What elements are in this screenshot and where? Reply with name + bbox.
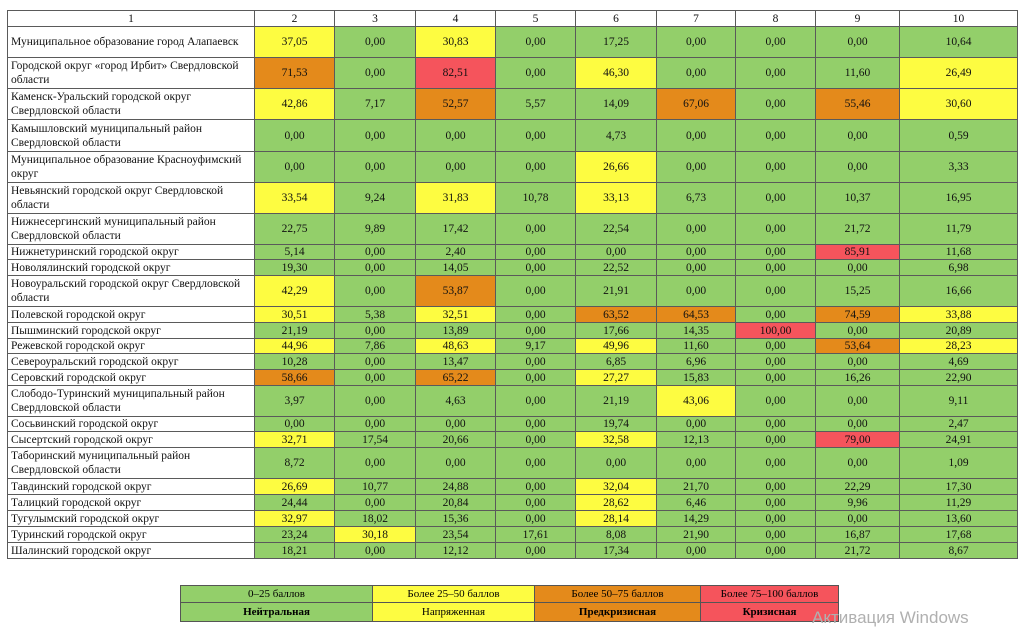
table-row bbox=[8, 354, 1018, 370]
score-cell: 0,00 bbox=[496, 511, 576, 527]
legend-range: Более 75–100 баллов bbox=[701, 586, 839, 603]
score-cell: 64,53 bbox=[657, 307, 736, 323]
column-header: 2 bbox=[255, 11, 335, 27]
score-cell: 17,34 bbox=[576, 543, 657, 559]
municipality-name: Муниципальное образование Красноуфимский округ bbox=[8, 152, 255, 183]
score-cell: 19,74 bbox=[576, 417, 657, 432]
score-cell: 0,00 bbox=[736, 432, 816, 448]
score-cell: 53,87 bbox=[416, 276, 496, 307]
score-cell: 17,61 bbox=[496, 527, 576, 543]
municipality-name: Камышловский муниципальный район Свердловской области bbox=[8, 120, 255, 152]
score-cell: 11,68 bbox=[900, 245, 1018, 260]
score-cell: 0,00 bbox=[736, 214, 816, 245]
score-cell: 0,00 bbox=[736, 120, 816, 152]
score-cell: 22,75 bbox=[255, 214, 335, 245]
score-cell: 21,91 bbox=[576, 276, 657, 307]
municipality-name: Туринский городской округ bbox=[8, 527, 255, 543]
score-cell: 0,00 bbox=[255, 120, 335, 152]
score-cell: 0,00 bbox=[496, 214, 576, 245]
municipality-name: Тугулымский городской округ bbox=[8, 511, 255, 527]
municipality-name: Новолялинский городской округ bbox=[8, 260, 255, 276]
score-cell: 17,68 bbox=[900, 527, 1018, 543]
municipality-name: Серовский городской округ bbox=[8, 370, 255, 386]
table-row bbox=[8, 260, 1018, 276]
score-cell: 0,00 bbox=[496, 276, 576, 307]
table-row bbox=[8, 245, 1018, 260]
score-cell: 0,00 bbox=[496, 323, 576, 339]
score-cell: 17,54 bbox=[335, 432, 416, 448]
score-cell: 43,06 bbox=[657, 386, 736, 417]
score-cell: 16,66 bbox=[900, 276, 1018, 307]
score-cell: 21,19 bbox=[255, 323, 335, 339]
table-row bbox=[8, 527, 1018, 543]
column-header: 3 bbox=[335, 11, 416, 27]
score-cell: 0,00 bbox=[736, 27, 816, 58]
score-cell: 2,47 bbox=[900, 417, 1018, 432]
score-cell: 10,37 bbox=[816, 183, 900, 214]
score-cell: 10,77 bbox=[335, 479, 416, 495]
score-cell: 16,95 bbox=[900, 183, 1018, 214]
header-row bbox=[8, 11, 1018, 27]
municipality-name: Нижнетуринский городской округ bbox=[8, 245, 255, 260]
municipality-name: Нижнесергинский муниципальный район Свердловской области bbox=[8, 214, 255, 245]
table-row bbox=[8, 417, 1018, 432]
score-cell: 18,02 bbox=[335, 511, 416, 527]
score-cell: 5,38 bbox=[335, 307, 416, 323]
score-cell: 48,63 bbox=[416, 339, 496, 354]
score-cell: 12,13 bbox=[657, 432, 736, 448]
score-cell: 0,00 bbox=[496, 354, 576, 370]
score-cell: 18,21 bbox=[255, 543, 335, 559]
score-cell: 0,00 bbox=[816, 511, 900, 527]
table-row bbox=[8, 370, 1018, 386]
score-cell: 0,00 bbox=[736, 448, 816, 479]
legend-range: Более 25–50 баллов bbox=[373, 586, 535, 603]
score-cell: 22,29 bbox=[816, 479, 900, 495]
score-cell: 33,88 bbox=[900, 307, 1018, 323]
score-cell: 7,17 bbox=[335, 89, 416, 120]
score-cell: 0,00 bbox=[496, 307, 576, 323]
score-cell: 32,97 bbox=[255, 511, 335, 527]
table-row bbox=[8, 339, 1018, 354]
score-cell: 33,54 bbox=[255, 183, 335, 214]
legend-table bbox=[180, 585, 839, 622]
score-cell: 6,73 bbox=[657, 183, 736, 214]
score-cell: 11,60 bbox=[816, 58, 900, 89]
municipality-name: Новоуральский городской округ Свердловской области bbox=[8, 276, 255, 307]
score-cell: 53,64 bbox=[816, 339, 900, 354]
score-cell: 0,00 bbox=[496, 58, 576, 89]
score-cell: 33,13 bbox=[576, 183, 657, 214]
score-cell: 30,60 bbox=[900, 89, 1018, 120]
legend-state: Нейтральная bbox=[181, 603, 373, 622]
score-cell: 26,69 bbox=[255, 479, 335, 495]
score-cell: 0,00 bbox=[335, 448, 416, 479]
column-header: 5 bbox=[496, 11, 576, 27]
score-cell: 28,62 bbox=[576, 495, 657, 511]
score-cell: 42,86 bbox=[255, 89, 335, 120]
score-cell: 16,26 bbox=[816, 370, 900, 386]
score-cell: 0,00 bbox=[496, 370, 576, 386]
score-cell: 0,00 bbox=[657, 276, 736, 307]
score-cell: 6,85 bbox=[576, 354, 657, 370]
column-header: 6 bbox=[576, 11, 657, 27]
score-cell: 0,00 bbox=[736, 183, 816, 214]
score-cell: 0,00 bbox=[496, 495, 576, 511]
score-cell: 0,00 bbox=[736, 386, 816, 417]
score-cell: 0,00 bbox=[736, 260, 816, 276]
score-cell: 0,00 bbox=[736, 339, 816, 354]
municipality-name: Шалинский городской округ bbox=[8, 543, 255, 559]
legend-state: Предкризисная bbox=[535, 603, 701, 622]
score-cell: 32,04 bbox=[576, 479, 657, 495]
score-cell: 0,00 bbox=[736, 152, 816, 183]
score-cell: 17,42 bbox=[416, 214, 496, 245]
score-cell: 0,00 bbox=[335, 152, 416, 183]
score-cell: 9,17 bbox=[496, 339, 576, 354]
score-cell: 23,54 bbox=[416, 527, 496, 543]
score-cell: 0,00 bbox=[816, 417, 900, 432]
score-cell: 15,36 bbox=[416, 511, 496, 527]
score-cell: 0,00 bbox=[496, 448, 576, 479]
municipality-name: Городской округ «город Ирбит» Свердловской области bbox=[8, 58, 255, 89]
score-cell: 100,00 bbox=[736, 323, 816, 339]
legend-range: Более 50–75 баллов bbox=[535, 586, 701, 603]
score-cell: 0,00 bbox=[335, 27, 416, 58]
score-cell: 0,00 bbox=[496, 543, 576, 559]
score-cell: 20,66 bbox=[416, 432, 496, 448]
score-cell: 17,25 bbox=[576, 27, 657, 58]
score-cell: 46,30 bbox=[576, 58, 657, 89]
score-cell: 7,86 bbox=[335, 339, 416, 354]
score-cell: 0,00 bbox=[335, 354, 416, 370]
score-cell: 0,00 bbox=[657, 543, 736, 559]
score-cell: 0,00 bbox=[416, 417, 496, 432]
score-cell: 0,00 bbox=[416, 120, 496, 152]
score-cell: 0,00 bbox=[657, 120, 736, 152]
score-cell: 9,89 bbox=[335, 214, 416, 245]
score-cell: 0,00 bbox=[496, 417, 576, 432]
score-cell: 0,00 bbox=[657, 214, 736, 245]
score-cell: 2,40 bbox=[416, 245, 496, 260]
score-cell: 67,06 bbox=[657, 89, 736, 120]
score-cell: 21,19 bbox=[576, 386, 657, 417]
score-cell: 44,96 bbox=[255, 339, 335, 354]
score-cell: 0,00 bbox=[736, 354, 816, 370]
column-header: 1 bbox=[8, 11, 255, 27]
municipality-name: Муниципальное образование город Алапаевск bbox=[8, 27, 255, 58]
score-cell: 0,00 bbox=[736, 58, 816, 89]
table-row bbox=[8, 323, 1018, 339]
score-cell: 0,00 bbox=[816, 323, 900, 339]
table-row bbox=[8, 495, 1018, 511]
municipality-name: Режевской городской округ bbox=[8, 339, 255, 354]
score-cell: 0,00 bbox=[816, 448, 900, 479]
score-cell: 63,52 bbox=[576, 307, 657, 323]
score-cell: 0,00 bbox=[736, 417, 816, 432]
score-cell: 21,72 bbox=[816, 214, 900, 245]
score-cell: 0,00 bbox=[816, 354, 900, 370]
score-cell: 0,00 bbox=[335, 120, 416, 152]
score-cell: 27,27 bbox=[576, 370, 657, 386]
score-cell: 0,00 bbox=[736, 511, 816, 527]
municipality-name: Слободо-Туринский муниципальный район Свердловской области bbox=[8, 386, 255, 417]
municipality-name: Сосьвинский городской округ bbox=[8, 417, 255, 432]
score-cell: 1,09 bbox=[900, 448, 1018, 479]
column-header: 10 bbox=[900, 11, 1018, 27]
score-cell: 15,83 bbox=[657, 370, 736, 386]
score-cell: 3,97 bbox=[255, 386, 335, 417]
municipality-name: Таборинский муниципальный район Свердловской области bbox=[8, 448, 255, 479]
score-cell: 9,96 bbox=[816, 495, 900, 511]
windows-activation-watermark: Активация Windows bbox=[812, 608, 969, 627]
score-cell: 0,00 bbox=[335, 543, 416, 559]
score-cell: 24,88 bbox=[416, 479, 496, 495]
score-cell: 0,00 bbox=[736, 89, 816, 120]
score-cell: 0,00 bbox=[657, 417, 736, 432]
table-row bbox=[8, 276, 1018, 307]
score-cell: 14,05 bbox=[416, 260, 496, 276]
score-cell: 0,00 bbox=[657, 260, 736, 276]
score-cell: 0,00 bbox=[335, 323, 416, 339]
score-cell: 0,00 bbox=[657, 27, 736, 58]
score-cell: 16,87 bbox=[816, 527, 900, 543]
score-cell: 0,00 bbox=[576, 245, 657, 260]
score-cell: 82,51 bbox=[416, 58, 496, 89]
score-cell: 55,46 bbox=[816, 89, 900, 120]
score-cell: 19,30 bbox=[255, 260, 335, 276]
score-cell: 0,00 bbox=[736, 527, 816, 543]
score-cell: 0,59 bbox=[900, 120, 1018, 152]
score-cell: 14,35 bbox=[657, 323, 736, 339]
score-cell: 3,33 bbox=[900, 152, 1018, 183]
score-cell: 0,00 bbox=[736, 276, 816, 307]
score-cell: 0,00 bbox=[736, 370, 816, 386]
score-cell: 13,47 bbox=[416, 354, 496, 370]
municipality-name: Сысертский городской округ bbox=[8, 432, 255, 448]
score-cell: 0,00 bbox=[335, 386, 416, 417]
score-cell: 28,23 bbox=[900, 339, 1018, 354]
score-cell: 20,84 bbox=[416, 495, 496, 511]
score-cell: 0,00 bbox=[335, 370, 416, 386]
score-cell: 32,51 bbox=[416, 307, 496, 323]
score-cell: 42,29 bbox=[255, 276, 335, 307]
score-cell: 14,29 bbox=[657, 511, 736, 527]
table-row bbox=[8, 543, 1018, 559]
score-cell: 11,60 bbox=[657, 339, 736, 354]
score-cell: 0,00 bbox=[736, 479, 816, 495]
score-cell: 24,44 bbox=[255, 495, 335, 511]
score-cell: 23,24 bbox=[255, 527, 335, 543]
score-cell: 0,00 bbox=[657, 58, 736, 89]
score-cell: 0,00 bbox=[496, 152, 576, 183]
score-cell: 0,00 bbox=[736, 543, 816, 559]
score-cell: 65,22 bbox=[416, 370, 496, 386]
score-cell: 10,78 bbox=[496, 183, 576, 214]
score-cell: 0,00 bbox=[816, 152, 900, 183]
score-cell: 0,00 bbox=[416, 448, 496, 479]
score-cell: 17,66 bbox=[576, 323, 657, 339]
score-cell: 0,00 bbox=[255, 152, 335, 183]
legend-range: 0–25 баллов bbox=[181, 586, 373, 603]
score-cell: 14,09 bbox=[576, 89, 657, 120]
score-cell: 0,00 bbox=[335, 276, 416, 307]
table-row bbox=[8, 386, 1018, 417]
score-cell: 58,66 bbox=[255, 370, 335, 386]
score-cell: 0,00 bbox=[576, 448, 657, 479]
score-cell: 0,00 bbox=[657, 448, 736, 479]
table-row bbox=[8, 214, 1018, 245]
municipality-name: Североуральский городской округ bbox=[8, 354, 255, 370]
score-cell: 0,00 bbox=[496, 260, 576, 276]
municipality-name: Талицкий городской округ bbox=[8, 495, 255, 511]
score-cell: 11,29 bbox=[900, 495, 1018, 511]
score-cell: 32,58 bbox=[576, 432, 657, 448]
score-cell: 0,00 bbox=[416, 152, 496, 183]
column-header: 4 bbox=[416, 11, 496, 27]
score-cell: 0,00 bbox=[816, 260, 900, 276]
score-cell: 31,83 bbox=[416, 183, 496, 214]
score-cell: 10,28 bbox=[255, 354, 335, 370]
score-cell: 21,70 bbox=[657, 479, 736, 495]
score-cell: 4,63 bbox=[416, 386, 496, 417]
table-row bbox=[8, 479, 1018, 495]
column-header: 7 bbox=[657, 11, 736, 27]
table-row bbox=[8, 511, 1018, 527]
score-cell: 17,30 bbox=[900, 479, 1018, 495]
score-cell: 37,05 bbox=[255, 27, 335, 58]
score-cell: 0,00 bbox=[496, 120, 576, 152]
score-cell: 0,00 bbox=[496, 245, 576, 260]
municipality-name: Пышминский городской округ bbox=[8, 323, 255, 339]
score-cell: 0,00 bbox=[816, 386, 900, 417]
score-cell: 9,24 bbox=[335, 183, 416, 214]
ratings-table bbox=[7, 10, 1018, 559]
table-row bbox=[8, 58, 1018, 89]
score-cell: 0,00 bbox=[736, 245, 816, 260]
score-cell: 0,00 bbox=[335, 245, 416, 260]
score-cell: 0,00 bbox=[816, 120, 900, 152]
score-cell: 0,00 bbox=[496, 432, 576, 448]
municipality-name: Невьянский городской округ Свердловской области bbox=[8, 183, 255, 214]
column-header: 8 bbox=[736, 11, 816, 27]
score-cell: 11,79 bbox=[900, 214, 1018, 245]
score-cell: 13,89 bbox=[416, 323, 496, 339]
municipality-name: Каменск-Уральский городской округ Свердловской области bbox=[8, 89, 255, 120]
table-row bbox=[8, 448, 1018, 479]
score-cell: 30,51 bbox=[255, 307, 335, 323]
score-cell: 0,00 bbox=[335, 260, 416, 276]
score-cell: 8,72 bbox=[255, 448, 335, 479]
score-cell: 13,60 bbox=[900, 511, 1018, 527]
score-cell: 6,98 bbox=[900, 260, 1018, 276]
score-cell: 22,52 bbox=[576, 260, 657, 276]
score-cell: 0,00 bbox=[496, 479, 576, 495]
score-cell: 85,91 bbox=[816, 245, 900, 260]
score-cell: 28,14 bbox=[576, 511, 657, 527]
score-cell: 21,72 bbox=[816, 543, 900, 559]
score-cell: 0,00 bbox=[816, 27, 900, 58]
legend-state: Напряженная bbox=[373, 603, 535, 622]
score-cell: 5,14 bbox=[255, 245, 335, 260]
score-cell: 0,00 bbox=[496, 386, 576, 417]
score-cell: 4,73 bbox=[576, 120, 657, 152]
score-cell: 0,00 bbox=[657, 152, 736, 183]
score-cell: 71,53 bbox=[255, 58, 335, 89]
table-row bbox=[8, 89, 1018, 120]
score-cell: 74,59 bbox=[816, 307, 900, 323]
municipality-name: Тавдинский городской округ bbox=[8, 479, 255, 495]
score-cell: 0,00 bbox=[335, 417, 416, 432]
score-cell: 0,00 bbox=[255, 417, 335, 432]
score-cell: 22,54 bbox=[576, 214, 657, 245]
table-row bbox=[8, 152, 1018, 183]
score-cell: 12,12 bbox=[416, 543, 496, 559]
score-cell: 8,67 bbox=[900, 543, 1018, 559]
score-cell: 15,25 bbox=[816, 276, 900, 307]
score-cell: 0,00 bbox=[736, 495, 816, 511]
table-row bbox=[8, 120, 1018, 152]
score-cell: 0,00 bbox=[736, 307, 816, 323]
score-cell: 49,96 bbox=[576, 339, 657, 354]
legend-state: Кризисная bbox=[701, 603, 839, 622]
municipality-name: Полевской городской округ bbox=[8, 307, 255, 323]
score-cell: 8,08 bbox=[576, 527, 657, 543]
column-header: 9 bbox=[816, 11, 900, 27]
score-cell: 26,49 bbox=[900, 58, 1018, 89]
table-row bbox=[8, 432, 1018, 448]
score-cell: 4,69 bbox=[900, 354, 1018, 370]
score-cell: 79,00 bbox=[816, 432, 900, 448]
score-cell: 6,46 bbox=[657, 495, 736, 511]
score-cell: 20,89 bbox=[900, 323, 1018, 339]
score-cell: 52,57 bbox=[416, 89, 496, 120]
score-cell: 26,66 bbox=[576, 152, 657, 183]
score-cell: 0,00 bbox=[335, 58, 416, 89]
score-cell: 6,96 bbox=[657, 354, 736, 370]
score-cell: 32,71 bbox=[255, 432, 335, 448]
score-cell: 30,18 bbox=[335, 527, 416, 543]
table-row bbox=[8, 307, 1018, 323]
table-row bbox=[8, 183, 1018, 214]
score-cell: 0,00 bbox=[496, 27, 576, 58]
score-cell: 22,90 bbox=[900, 370, 1018, 386]
score-cell: 21,90 bbox=[657, 527, 736, 543]
score-cell: 30,83 bbox=[416, 27, 496, 58]
score-cell: 0,00 bbox=[335, 495, 416, 511]
table-row bbox=[8, 27, 1018, 58]
score-cell: 0,00 bbox=[657, 245, 736, 260]
score-cell: 5,57 bbox=[496, 89, 576, 120]
score-cell: 24,91 bbox=[900, 432, 1018, 448]
score-cell: 9,11 bbox=[900, 386, 1018, 417]
score-cell: 10,64 bbox=[900, 27, 1018, 58]
